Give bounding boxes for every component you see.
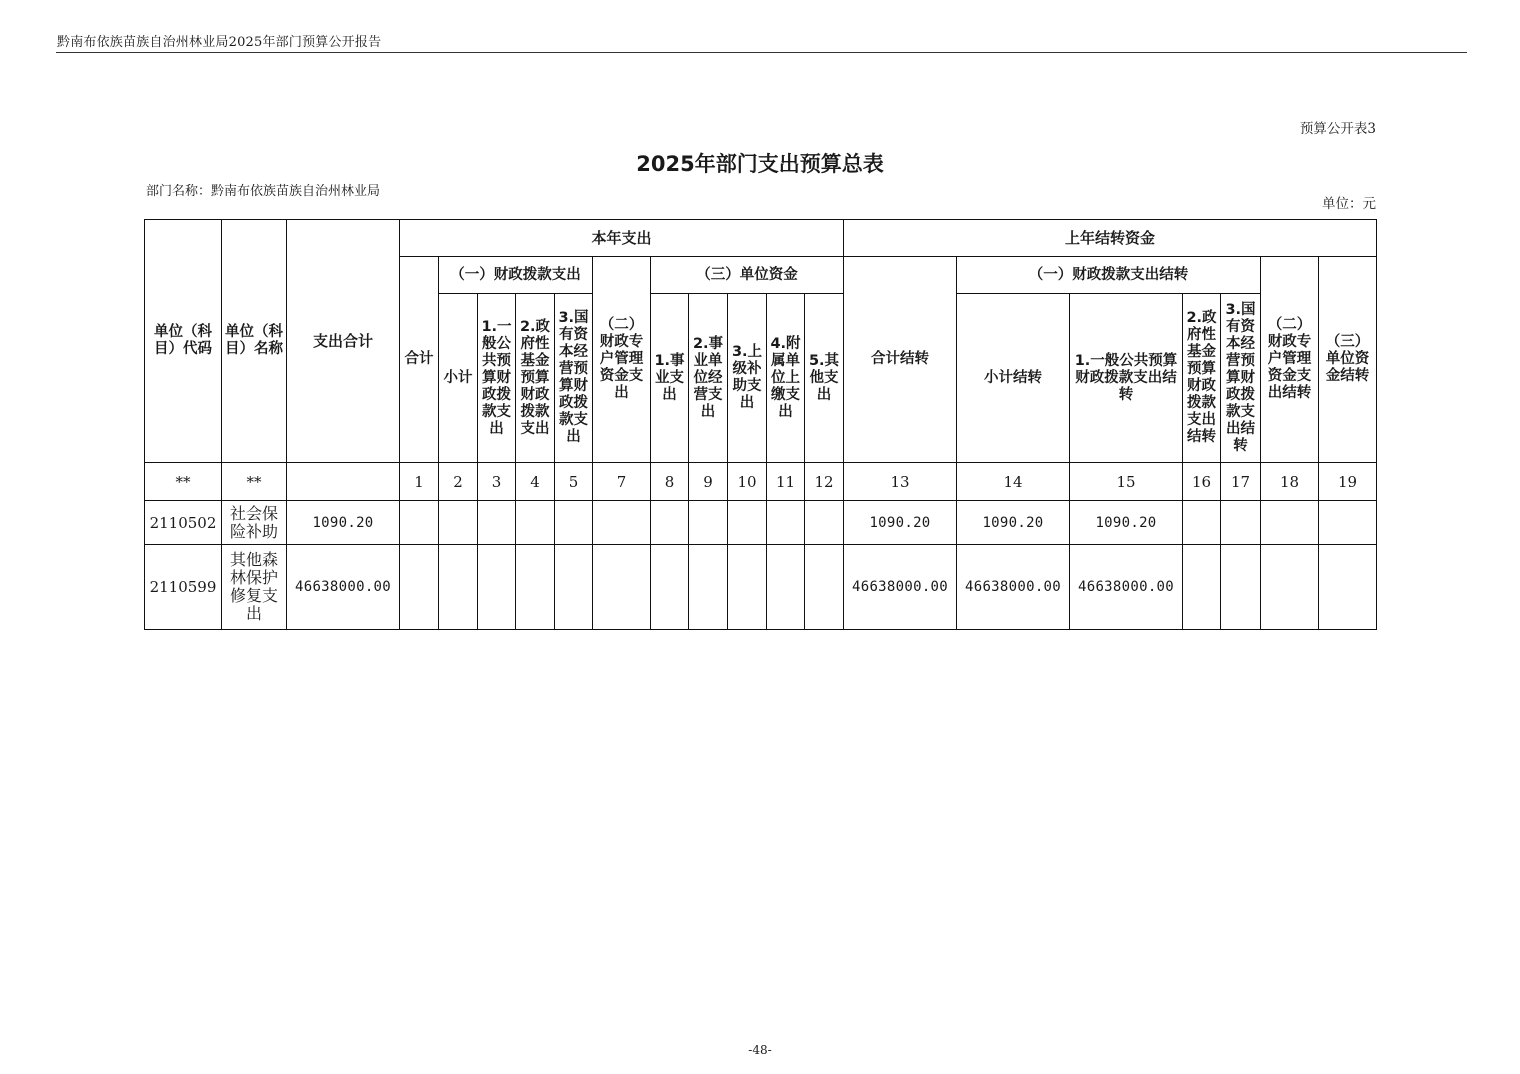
- header-cur-gov-fund: 2.政府性基金预算财政拨款支出: [516, 294, 555, 463]
- currency-unit: 单位：元: [1322, 196, 1376, 212]
- index-cell: 3: [478, 463, 516, 501]
- row-total: 1090.20: [287, 501, 400, 545]
- row-code: 2110502: [145, 501, 222, 545]
- header-cur-subtotal: 小计: [439, 294, 478, 463]
- row-code: 2110599: [145, 545, 222, 630]
- index-cell: 17: [1221, 463, 1261, 501]
- header-cur-other: 5.其他支出: [805, 294, 844, 463]
- header-rule: [56, 52, 1467, 53]
- index-cell: 13: [844, 463, 957, 501]
- index-cell: 5: [555, 463, 593, 501]
- running-header: 黔南布依族苗族自治州林业局2025年部门预算公开报告: [57, 35, 382, 50]
- budget-table: [144, 219, 1377, 630]
- index-cell: 18: [1261, 463, 1319, 501]
- header-cur-total: 合计: [400, 257, 439, 463]
- index-cell: [287, 463, 400, 501]
- index-cell: 7: [593, 463, 651, 501]
- row-total: 46638000.00: [287, 545, 400, 630]
- index-cell: 8: [651, 463, 689, 501]
- index-cell: **: [145, 463, 222, 501]
- header-unit-name: 单位（科目）名称: [222, 220, 287, 463]
- index-cell: 10: [728, 463, 767, 501]
- header-prior-general: 1.一般公共预算财政拨款支出结转: [1070, 294, 1183, 463]
- table-number: 预算公开表3: [1299, 121, 1376, 137]
- header-cur-business: 1.事业支出: [651, 294, 689, 463]
- header-cur-fiscal-group: （一）财政拨款支出: [439, 257, 593, 294]
- index-cell: 11: [767, 463, 805, 501]
- row-prior-subtotal: 1090.20: [957, 501, 1070, 545]
- header-cur-unit-group: （三）单位资金: [651, 257, 844, 294]
- index-cell: 19: [1319, 463, 1377, 501]
- index-cell: 15: [1070, 463, 1183, 501]
- index-cell: 2: [439, 463, 478, 501]
- header-prior-subtotal: 小计结转: [957, 294, 1070, 463]
- row-prior-subtotal: 46638000.00: [957, 545, 1070, 630]
- header-cur-state-capital: 3.国有资本经营预算财政拨款支出: [555, 294, 593, 463]
- header-unit-code: 单位（科目）代码: [145, 220, 222, 463]
- header-prior-year: 上年结转资金: [844, 220, 1377, 257]
- row-prior-general: 1090.20: [1070, 501, 1183, 545]
- table-row: [145, 545, 1377, 630]
- index-cell: **: [222, 463, 287, 501]
- header-cur-affiliated: 4.附属单位上缴支出: [767, 294, 805, 463]
- row-prior-general: 46638000.00: [1070, 545, 1183, 630]
- header-cur-special: （二）财政专户管理资金支出: [593, 257, 651, 463]
- department-name: 部门名称：黔南布依族苗族自治州林业局: [146, 184, 381, 199]
- header-current-year: 本年支出: [400, 220, 844, 257]
- header-total: 支出合计: [287, 220, 400, 463]
- header-cur-general: 1.一般公共预算财政拨款支出: [478, 294, 516, 463]
- header-prior-unit: （三）单位资金结转: [1319, 257, 1377, 463]
- index-cell: 4: [516, 463, 555, 501]
- page-number: -48-: [748, 1043, 772, 1057]
- row-name: 其他森林保护修复支出: [222, 545, 287, 630]
- table-row: [145, 501, 1377, 545]
- index-cell: 12: [805, 463, 844, 501]
- index-cell: 1: [400, 463, 439, 501]
- row-prior-total: 1090.20: [844, 501, 957, 545]
- header-prior-special: （二）财政专户管理资金支出结转: [1261, 257, 1319, 463]
- row-name: 社会保险补助: [222, 501, 287, 545]
- index-row: [145, 463, 1377, 501]
- header-prior-total: 合计结转: [844, 257, 957, 463]
- index-cell: 16: [1183, 463, 1221, 501]
- header-cur-subsidy: 3.上级补助支出: [728, 294, 767, 463]
- index-cell: 14: [957, 463, 1070, 501]
- header-prior-state-capital: 3.国有资本经营预算财政拨款支出结转: [1221, 294, 1261, 463]
- row-prior-total: 46638000.00: [844, 545, 957, 630]
- header-cur-operation: 2.事业单位经营支出: [689, 294, 728, 463]
- page-title: 2025年部门支出预算总表: [636, 152, 884, 176]
- header-prior-gov-fund: 2.政府性基金预算财政拨款支出结转: [1183, 294, 1221, 463]
- header-prior-fiscal-group: （一）财政拨款支出结转: [957, 257, 1261, 294]
- index-cell: 9: [689, 463, 728, 501]
